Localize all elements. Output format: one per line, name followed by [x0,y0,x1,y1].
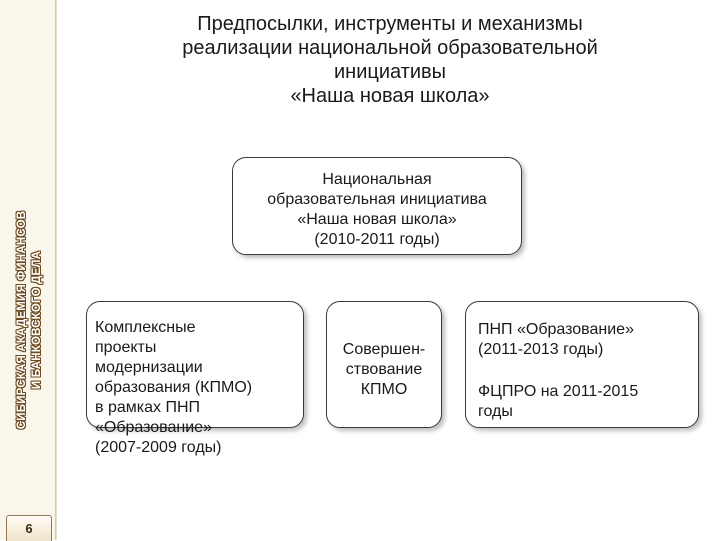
slide-number: 6 [6,515,52,541]
kpmo-projects-box [86,301,304,456]
main-box-line4: (2010-2011 годы) [314,231,440,248]
sidebar [0,0,56,540]
kpmo-box-line: модернизации [95,359,203,376]
kpmo-box-line: проекты [95,339,157,356]
improve-box-line: Совершен- [342,341,426,358]
slide-title-line3: инициативы [333,61,447,83]
slide-title-line4: «Наша новая школа» [290,85,490,107]
improve-box-line: ствование [345,361,423,378]
main-box-line2: образовательная инициатива [267,191,487,208]
organization-name-line2: И БАНКОВСКОГО ДЕЛА [31,250,43,390]
pnp-item1-line1: ПНП «Образование» [478,321,634,338]
kpmo-box-line: образования (КПМО) [95,379,253,396]
kpmo-box-line: (2007-2009 годы) [95,439,222,456]
slide-title-line1: Предпосылки, инструменты и механизмы [197,13,583,35]
pnp-item1-line2: (2011-2013 годы) [478,341,604,358]
main-initiative-box [232,157,522,255]
kpmo-box-line: Комплексные [95,319,196,336]
organization-name [15,180,45,460]
kpmo-box-line: «Образование» [95,419,212,436]
sidebar-divider [56,0,57,540]
slide-title-line2: реализации национальной образовательной [182,37,598,59]
pnp-item2-line1: ФЦПРО на 2011-2015 [478,383,639,400]
pnp-spacer [478,360,698,382]
pnp-item2-line2: годы [478,403,513,420]
main-box-line1: Национальная [322,171,432,188]
kpmo-improvement-box [326,301,442,428]
main-box-line3: «Наша новая школа» [297,211,457,228]
improve-box-line: КПМО [360,381,408,398]
organization-name-line1: СИБИРСКАЯ АКАДЕМИЯ ФИНАНСОВ [16,210,28,430]
slide-title [60,12,720,108]
kpmo-box-line: в рамках ПНП [95,399,200,416]
pnp-programs-box [465,301,699,428]
